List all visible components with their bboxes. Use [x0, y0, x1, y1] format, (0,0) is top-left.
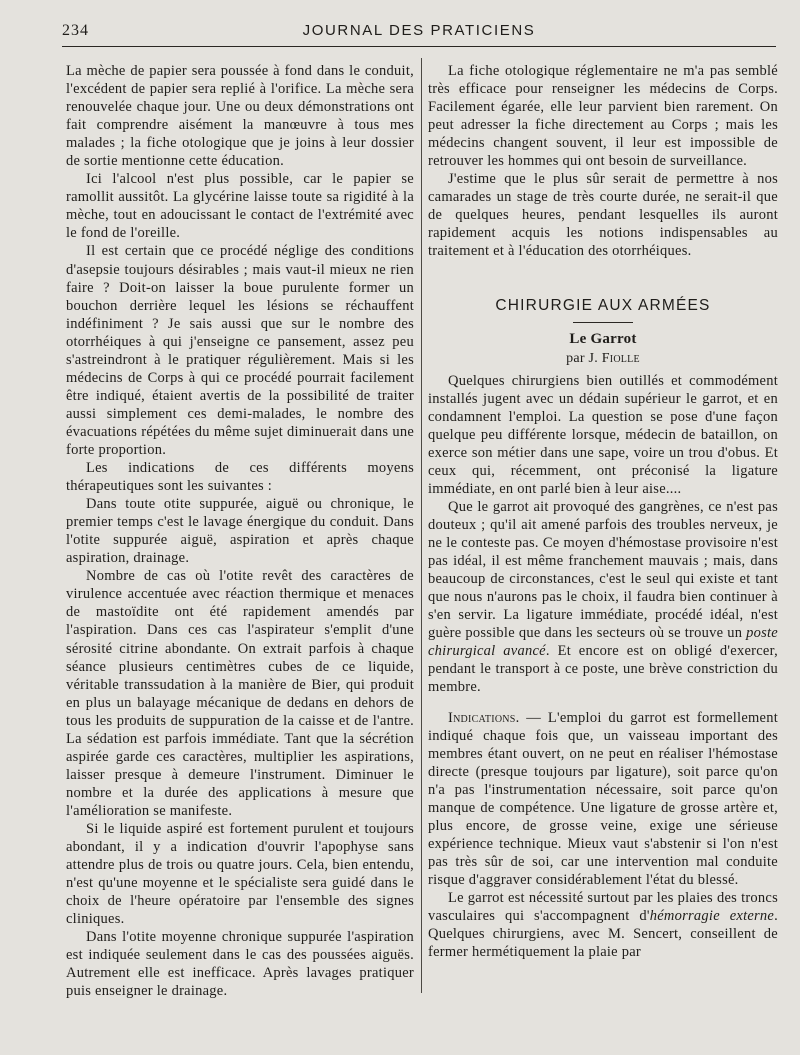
journal-title: JOURNAL DES PRATICIENS: [302, 22, 536, 39]
emphasis: poste chirurgical avancé: [428, 625, 778, 660]
text-run: . Quelques chirurgiens, avec M. Sencert, conseillent de fermer hermétiquement la plaie par: [428, 908, 778, 961]
article-title: Le Garrot: [569, 330, 637, 347]
column-divider: [421, 58, 422, 993]
paragraph: Dans toute otite suppurée, aiguë ou chronique, le premier temps c'est le lavage énergique du conduit. Dans l'otite suppurée aiguë, aspiration et après chaque aspiration, drainage.: [66, 496, 414, 567]
paragraph: [428, 889, 778, 961]
text-run: . Et encore est on obligé d'exercer, pendant le transport à ce poste, une brève constriction du membre.: [428, 643, 778, 696]
left-column: [66, 62, 414, 1000]
text-run: . — L'emploi du garrot est formellement indiqué chaque fois que, un vaisseau important des membres étant ouvert, on ne peut en réaliser l'hémostase directe (presque toujours par ligature), soit parce qu'on n'a pas l'instrumentation nécessaire, soit parce qu'on manque de compétence. Une ligature de grosse artère et, plus encore, de grosse veine, exige une sérieuse expérience technique. Mieux vaut s'abstenir si l'on n'est pas très sûr de soi, car une intervention mal conduite risque d'aggraver considérablement l'état du blessé.: [428, 709, 778, 888]
right-column: [428, 62, 778, 961]
paragraph: Les indications de ces différents moyens thérapeutiques sont les suivantes :: [66, 460, 414, 495]
text-run: Que le garrot ait provoqué des gangrènes, ce n'est pas douteux ; qu'il ait amené parfois des troubles nerveux, je ne le conteste pas. Ce moyen d'hémostase provisoire n'est pas idéal, il est même franchement mauvais ; mais, dans beaucoup de circonstances, c'est le seul qui existe et tant que nous n'aurons pas le choix, il faudra bien continuer à s'en servir. La ligature immédiate, procédé idéal, n'est guère possible que dans les secteurs où se trouve un: [428, 498, 778, 642]
paragraph: Il est certain que ce procédé néglige des conditions d'asepsie toujours désirables ; mais vaut-il mieux ne rien faire ? Doit-on laisser la boue purulente former un bouchon derrière lequel les lésions se réchauffent indéfiniment ? Je sais aussi que sur le nombre des otorrhéiques à qui j'enseigne ce pansement, assez peu s'astreindront à le pratiquer régulièrement. Mais si les médecins de Corps à qui ce procédé pourrait facilement être indiqué, étaient avertis de la possibilité de traiter aussi simplement ces demi-malades, le nombre des évacuations répétées du même sujet diminuerait dans une forte proportion.: [66, 243, 414, 458]
page-header: [62, 18, 776, 47]
paragraph: Si le liquide aspiré est fortement purulent et toujours abondant, il y a indication d'ouvrir l'apophyse sans attendre plus de trois ou quatre jours. Cela, bien entendu, n'est qu'une moyenne et le spécialiste sera guidé dans le choix de l'heure opératoire par l'ensemble des signes cliniques.: [66, 820, 414, 928]
byline-author: Fiolle: [601, 350, 640, 366]
paragraph: Quelques chirurgiens bien outillés et commodément installés jugent avec un dédain supérieur le garrot, et en condamnent l'emploi. La question se pose d'une façon quelque peu différente lorsque, médecin de bataillon, on exerce son métier dans une sape, voire un trou d'obus. Et ceux qui, récemment, ont préconisé la ligature immédiate, en ont parlé bien à leur aise....: [428, 372, 778, 497]
paragraph: Nombre de cas où l'otite revêt des caractères de virulence accentuée avec réaction thermique et menaces de mastoïdite ont été rapidement amendés par l'aspiration. Dans ces cas l'aspirateur s'emplit d'une sérosité citrine abondante. On extrait parfois à chaque séance plusieurs centimètres cubes de ce liquide, véritable transsudation à la manière de Bier, qui produit en plus un balayage mécanique de dedans en dehors de tous les produits de suppuration de la caisse et de l'antre. La sédation est parfois immédiate. Tant que la sécrétion aspirée garde ces caractères, multiplier les aspirations, laisser presque à demeure l'instrument. Diminuer le nombre et la durée des applications à mesure que l'amélioration se manifeste.: [66, 568, 414, 819]
text-run: Le garrot est nécessité surtout par les plaies des troncs vasculaires qui s'accompagnent d': [428, 889, 778, 925]
paragraph: La fiche otologique réglementaire ne m'a pas semblé très efficace pour renseigner les médecins de Corps. Facilement égarée, elle leur parvient bien rarement. On peut adresser la fiche directement au Corps ; mais les médecins changent souvent, il leur est impossible de retrouver les hommes qui ont besoin de surveillance.: [428, 63, 778, 170]
spacer: [428, 697, 778, 709]
section-title: CHIRURGIE AUX ARMÉES: [495, 296, 711, 314]
page-number: 234: [62, 22, 89, 39]
byline: [428, 350, 778, 368]
subsection-label: Indications: [448, 709, 516, 726]
section-rule: [573, 322, 633, 323]
byline-prefix: par J.: [566, 350, 598, 366]
emphasis: hémorragie externe: [649, 908, 775, 925]
paragraph: [428, 709, 778, 889]
paragraph: La mèche de papier sera poussée à fond dans le conduit, l'excédent de papier sera replié à l'orifice. La mèche sera renouvelée chaque jour. Une ou deux démonstrations ont fait comprendre aisément la manœuvre à tous mes malades ; la fiche otologique que je joins à leur dossier de sortie mentionne cette éducation.: [66, 63, 414, 170]
paragraph: Ici l'alcool n'est plus possible, car le papier se ramollit aussitôt. La glycérine laisse toute sa rigidité à la mèche, tout en adoucissant le contact de l'extrémité avec le fond de l'oreille.: [66, 171, 414, 242]
paragraph: Dans l'otite moyenne chronique suppurée l'aspiration est indiquée seulement dans le cas des poussées aiguës. Autrement elle est inefficace. Après lavages pratiquer puis enseigner le drainage.: [66, 929, 414, 1000]
paragraph: J'estime que le plus sûr serait de permettre à nos camarades un stage de très courte durée, ne serait-il que de quelques heures, pendant lesquelles ils auront rapidement acquis les notions indispensables au traitement et à l'éducation des otorrhéiques.: [428, 171, 778, 260]
paragraph: [428, 498, 778, 697]
